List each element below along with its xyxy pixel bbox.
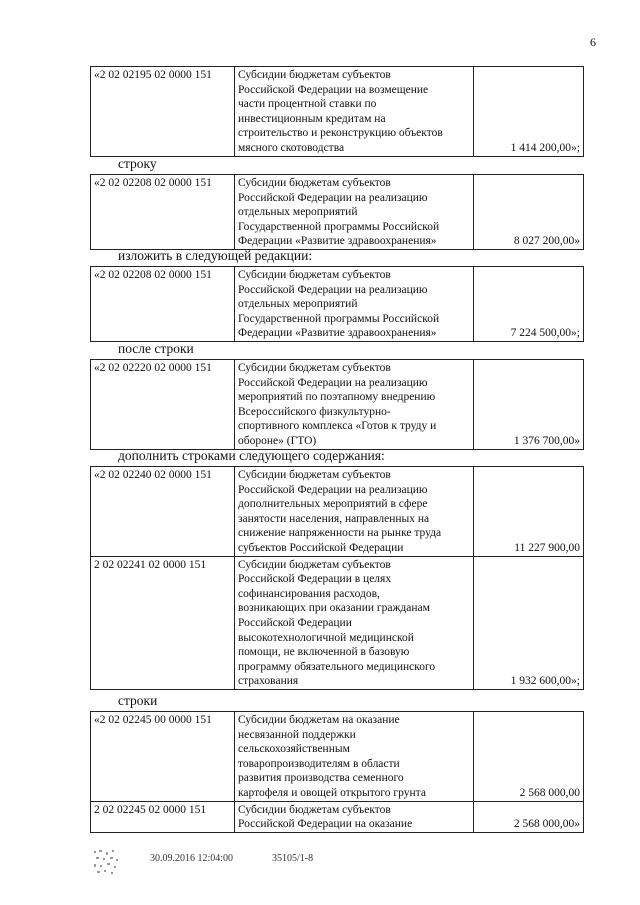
budget-table (90, 174, 584, 250)
table-block (90, 466, 584, 690)
description-line: высокотехнологичной медицинской (238, 631, 414, 644)
budget-description (235, 556, 474, 689)
description-line: возникающих при оказании гражданам (238, 602, 430, 615)
description-line: сельскохозяйственным (238, 743, 350, 756)
description-line: картофеля и овощей открытого грунта (238, 786, 426, 799)
table-block (90, 266, 584, 342)
description-line: Федерации «Развитие здравоохранения» (238, 327, 437, 340)
budget-description (235, 360, 474, 450)
budget-amount: 1 376 700,00» (474, 360, 584, 450)
footer-doc-id: 35105/1-8 (272, 853, 314, 864)
instruction-text: изложить в следующей редакции: (118, 248, 313, 263)
table-row (91, 67, 584, 157)
budget-amount: 2 568 000,00 (474, 712, 584, 802)
budget-amount: 1 932 600,00»; (474, 556, 584, 689)
description-line: Российской Федерации на реализацию (238, 483, 428, 496)
budget-table (90, 711, 584, 833)
instruction-text: после строки (118, 341, 194, 356)
table-row (91, 267, 584, 342)
instruction-text: строку (118, 156, 157, 171)
instruction-text: дополнить строками следующего содержания: (118, 448, 385, 463)
barcode-stamp-icon (92, 848, 122, 876)
description-line: строительство и реконструкцию объектов (238, 127, 443, 140)
description-line: развития производства семенного (238, 772, 404, 785)
description-line: Российской Федерации на возмещение (238, 83, 429, 96)
description-line: отдельных мероприятий (238, 298, 358, 311)
description-line: снижение напряженности на рынке труда (238, 527, 442, 540)
description-line: отдельных мероприятий (238, 206, 358, 219)
description-line: Субсидии бюджетам субъектов (238, 558, 391, 571)
budget-description (235, 267, 474, 342)
description-line: Субсидии бюджетам субъектов (238, 362, 391, 374)
table-row (91, 556, 584, 689)
budget-amount: 11 227 900,00 (474, 467, 584, 557)
description-line: Субсидии бюджетам субъектов (238, 69, 391, 81)
description-line: инвестиционным кредитам на (238, 112, 386, 125)
budget-table (90, 66, 584, 157)
description-line: Российской Федерации в целях (238, 573, 392, 586)
table-row (91, 712, 584, 802)
description-line: мясного скотоводства (238, 141, 345, 154)
description-line: Российской Федерации на реализацию (238, 283, 428, 296)
budget-code: «2 02 02208 02 0000 151 (91, 267, 235, 342)
description-line: Субсидии бюджетам субъектов (238, 269, 391, 281)
description-line: Российской Федерации на оказание (238, 818, 413, 831)
budget-description (235, 467, 474, 557)
description-line: мероприятий по поэтапному внедрению (238, 391, 436, 404)
description-line: софинансирования расходов, (238, 587, 380, 600)
table-row (91, 175, 584, 250)
table-block (90, 359, 584, 450)
budget-table (90, 266, 584, 342)
description-line: Российской Федерации на реализацию (238, 376, 428, 389)
description-line: страхования (238, 675, 299, 688)
description-line: Субсидии бюджетам на оказание (238, 714, 400, 726)
budget-code: «2 02 02195 02 0000 151 (91, 67, 235, 157)
description-line: помощи, не включенной в базовую (238, 646, 410, 659)
budget-amount: 8 027 200,00» (474, 175, 584, 250)
description-line: Всероссийского физкультурно- (238, 405, 391, 418)
budget-amount: 7 224 500,00»; (474, 267, 584, 342)
budget-description (235, 175, 474, 250)
description-line: дополнительных мероприятий в сфере (238, 498, 428, 511)
table-row (91, 801, 584, 832)
description-line: Российской Федерации (238, 616, 352, 629)
budget-code: «2 02 02245 00 0000 151 (91, 712, 235, 802)
budget-code: «2 02 02220 02 0000 151 (91, 360, 235, 450)
budget-description (235, 712, 474, 802)
description-line: спортивного комплекса «Готов к труду и (238, 420, 437, 433)
description-line: субъектов Российской Федерации (238, 541, 404, 554)
table-block (90, 711, 584, 833)
budget-amount: 2 568 000,00» (474, 801, 584, 832)
description-line: Субсидии бюджетам субъектов (238, 177, 391, 189)
table-row (91, 360, 584, 450)
description-line: Субсидии бюджетам субъектов (238, 803, 391, 816)
budget-code: «2 02 02240 02 0000 151 (91, 467, 235, 557)
budget-code: 2 02 02241 02 0000 151 (91, 556, 235, 689)
description-line: программу обязательного медицинского (238, 660, 436, 673)
table-block (90, 66, 584, 157)
description-line: Федерации «Развитие здравоохранения» (238, 235, 437, 248)
table-block (90, 174, 584, 250)
description-line: несвязанной поддержки (238, 728, 356, 741)
description-line: Государственной программы Российской (238, 312, 440, 325)
description-line: товаропроизводителям в области (238, 757, 400, 770)
description-line: части процентной ставки по (238, 98, 377, 111)
instruction-text: строки (118, 693, 158, 708)
footer-datetime: 30.09.2016 12:04:00 (150, 853, 234, 864)
budget-code: «2 02 02208 02 0000 151 (91, 175, 235, 250)
description-line: Субсидии бюджетам субъектов (238, 469, 391, 481)
budget-table (90, 466, 584, 690)
page-number: 6 (590, 35, 596, 49)
description-line: обороне» (ГТО) (238, 434, 317, 447)
description-line: Государственной программы Российской (238, 220, 440, 233)
description-line: занятости населения, направленных на (238, 512, 430, 525)
budget-table (90, 359, 584, 450)
budget-amount: 1 414 200,00»; (474, 67, 584, 157)
table-row (91, 467, 584, 557)
budget-code: 2 02 02245 02 0000 151 (91, 801, 235, 832)
description-line: Российской Федерации на реализацию (238, 191, 428, 204)
budget-description (235, 67, 474, 157)
budget-description (235, 801, 474, 832)
